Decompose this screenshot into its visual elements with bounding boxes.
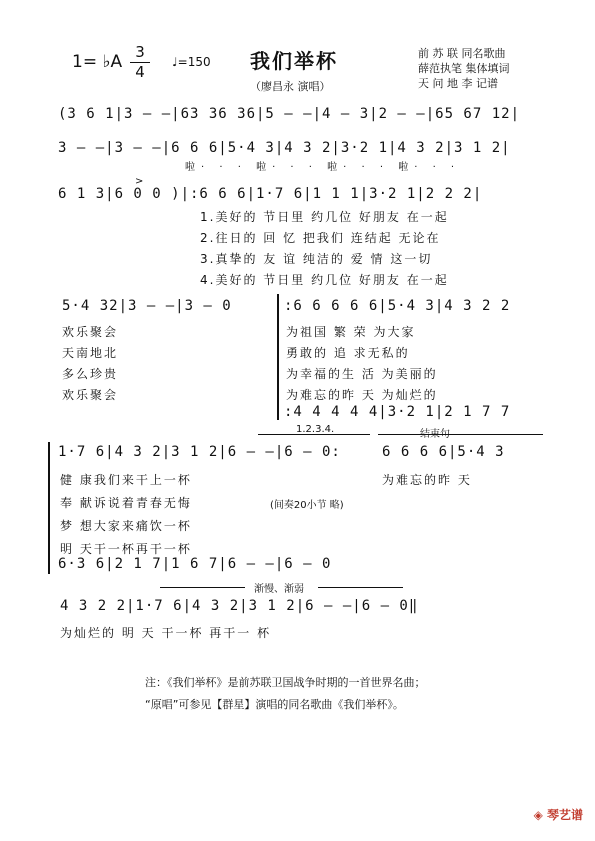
- chorus-b-notes: 1·7 6|4 3 2|3 1 2|6 — —|6 — 0:: [58, 444, 341, 460]
- chorus-a-lyric-right-2: 勇敢的 追 求无私的: [286, 346, 410, 360]
- key-signature: 1= ♭A: [72, 52, 123, 72]
- footnote-line: 注：《我们举杯》是前苏联卫国战争时期的一首世界名曲；: [145, 676, 426, 689]
- intro-lyrics: 啦· · · 啦· · · 啦· · · 啦· · ·: [185, 162, 461, 173]
- tempo-marking: ♩=150: [172, 55, 211, 69]
- verse-lyric-4: 4.美好的 节日里 约几位 好朋友 在一起: [200, 273, 449, 287]
- accent-mark: >: [135, 176, 144, 187]
- chorus-a-lyric-left-2: 天南地北: [62, 346, 119, 360]
- intro-line-1: (3 6 1|3 — —|63 36 36|5 — —|4 — 3|2 — —|65 67 12|: [58, 106, 521, 122]
- time-signature: [130, 44, 150, 81]
- footnote-line: “原唱”可参见【群星】演唱的同名歌曲《我们举杯》。: [145, 698, 404, 711]
- chorus-a-lyric-left-4: 欢乐聚会: [62, 388, 119, 402]
- song-title: 我们举杯: [250, 49, 338, 73]
- chorus-a-lyric-right-3: 为幸福的生 活 为美丽的: [286, 367, 438, 381]
- verse-notes: 6 1 3|6 0 0 )|:6 6 6|1·7 6|1 1 1|3·2 1|2 2 2|: [58, 186, 483, 202]
- ending-bracket: [378, 434, 543, 435]
- meter-top: 3: [135, 43, 145, 61]
- watermark-logo-icon: ◈: [533, 808, 547, 822]
- ending-label: 结束句: [420, 429, 450, 440]
- repeat-barline: [277, 294, 279, 420]
- singer-credit: （廖昌永 演唱）: [250, 80, 331, 93]
- chorus-a-lyric-left-1: 欢乐聚会: [62, 325, 119, 339]
- dynamic-line-left: [160, 587, 245, 588]
- credit-line: 前 苏 联 同名歌曲: [418, 47, 506, 60]
- chorus-b-lyric-2: 奉 献诉说着青春无悔: [60, 496, 192, 510]
- repeat-start-barline: [48, 442, 50, 574]
- chorus-b-ending-notes: 6 6 6 6|5·4 3: [382, 444, 505, 460]
- chorus-a-lyric-right-1: 为祖国 繁 荣 为大家: [286, 325, 416, 339]
- credit-line: 薛范执笔 集体填词: [418, 62, 510, 75]
- interlude-note: (间奏20小节 略): [270, 500, 344, 511]
- coda-lyrics: 为灿烂的 明 天 干一杯 再干一 杯: [60, 626, 272, 640]
- site-watermark: [534, 806, 583, 823]
- credit-line: 天 问 地 李 记谱: [418, 77, 498, 90]
- verse-lyric-2: 2.往日的 回 忆 把我们 连结起 无论在: [200, 231, 441, 245]
- dynamic-marking: 渐慢、渐弱: [254, 584, 304, 595]
- footnotes: [145, 672, 426, 716]
- chorus-b-lyric-3: 梦 想大家来痛饮一杯: [60, 519, 192, 533]
- credits-block: [418, 46, 510, 91]
- chorus-a-notes-right: :6 6 6 6 6|5·4 3|4 3 2 2: [284, 298, 511, 314]
- chorus-b-ending-lyric: 为难忘的昨 天: [382, 473, 472, 487]
- chorus-a-alt-notes: :4 4 4 4 4|3·2 1|2 1 7 7: [284, 404, 511, 420]
- dynamic-line-right: [318, 587, 403, 588]
- chorus-b-lyric-1: 健 康我们来干上一杯: [60, 473, 192, 487]
- volta-label: 1.2.3.4.: [296, 424, 335, 435]
- chorus-a-lyric-right-4: 为难忘的昨 天 为灿烂的: [286, 388, 438, 402]
- chorus-a-notes-left: 5·4 32|3 — —|3 — 0: [62, 298, 232, 314]
- watermark-text: 琴艺谱: [546, 808, 583, 822]
- verse-lyric-3: 3.真挚的 友 谊 纯洁的 爱 情 这一切: [200, 252, 433, 266]
- verse-lyric-1: 1.美好的 节日里 约几位 好朋友 在一起: [200, 210, 449, 224]
- coda-notes: 4 3 2 2|1·7 6|4 3 2|3 1 2|6 — —|6 — 0‖: [60, 598, 419, 614]
- chorus-b-alt-notes: 6·3 6|2 1 7|1 6 7|6 — —|6 — 0: [58, 556, 332, 572]
- chorus-a-lyric-left-3: 多么珍贵: [62, 367, 119, 381]
- meter-bottom: 4: [135, 63, 145, 81]
- chorus-b-lyric-4: 明 天干一杯再干一杯: [60, 542, 192, 556]
- intro-line-2: 3 — —|3 — —|6 6 6|5·4 3|4 3 2|3·2 1|4 3 2|3 1 2|: [58, 140, 511, 156]
